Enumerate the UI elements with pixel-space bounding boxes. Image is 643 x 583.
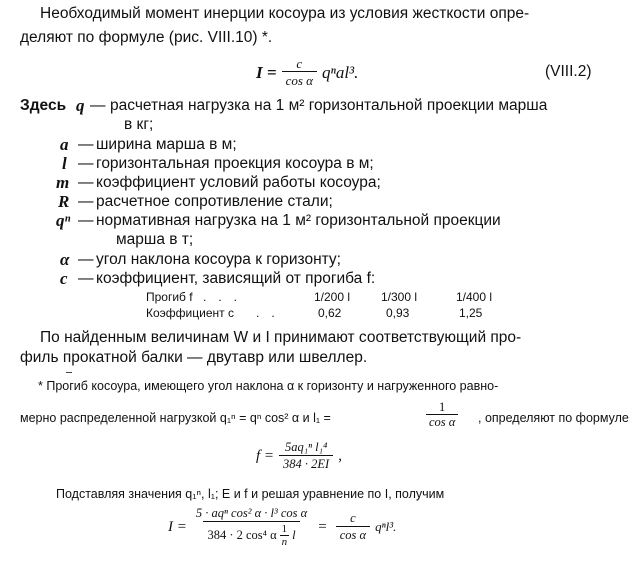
deflection-formula-denominator: 384 · 2EI [279, 455, 333, 472]
inertia-formula-tail: qⁿl³. [375, 519, 397, 534]
inertia-formula [168, 506, 396, 548]
deflection-formula-tail: , [338, 448, 342, 464]
definition-row [20, 154, 640, 173]
main-formula-lhs: I = [256, 62, 277, 82]
definition-text-cont: в кг; [124, 116, 154, 133]
definition-continuation [20, 115, 640, 135]
definition-symbol: l [62, 154, 67, 173]
inertia-formula-denominator [203, 521, 299, 548]
equation-number: (VIII.2) [545, 63, 592, 80]
definition-row [20, 192, 640, 211]
definition-dash: — [78, 270, 94, 287]
main-formula-fraction [282, 56, 317, 88]
definition-text: коэффициент, зависящий от прогиба f: [96, 270, 376, 287]
definition-dash: — [78, 136, 94, 153]
paragraph-2-line-1: По найденным величинам W и I принимают соответствующий про- [40, 329, 522, 346]
subfraction-numerator: 1 [281, 523, 288, 535]
definition-symbol: a [60, 135, 69, 154]
footnote-inline-fraction [426, 400, 458, 429]
definition-symbol: m [56, 173, 70, 192]
definition-row [20, 269, 640, 288]
deflection-formula [256, 440, 342, 472]
inline-fraction-denominator: cos α [426, 414, 458, 429]
deflection-formula-fraction [279, 440, 333, 472]
definitions-here-label: Здесь [20, 97, 67, 114]
subfraction-denominator: n [281, 536, 288, 548]
inertia-rhs-denominator: cos α [336, 526, 370, 543]
table-cell: 1,25 [459, 306, 483, 320]
definition-dash: — [78, 251, 94, 268]
definition-text: коэффициент условий работы косоура; [96, 174, 381, 191]
table-row-label: Прогиб f [146, 290, 193, 304]
definition-symbol: q [76, 96, 85, 115]
definition-continuation [20, 230, 640, 250]
deflection-formula-lhs: f = [256, 448, 275, 464]
footnote-divider [66, 372, 72, 373]
intro-line-1: Необходимый момент инерции косоура из условия жесткости опре- [40, 5, 530, 22]
table-row-label: Коэффициент c [146, 306, 234, 320]
definition-dash: — [78, 193, 94, 210]
inline-fraction-numerator: 1 [439, 400, 446, 414]
definition-symbol: c [60, 269, 68, 288]
definition-text: угол наклона косоура к горизонту; [96, 251, 341, 268]
definition-row [20, 250, 640, 269]
definition-dash: — [78, 212, 94, 229]
main-formula [256, 50, 358, 94]
definition-symbol: qⁿ [56, 211, 71, 230]
definition-dash: — [78, 174, 94, 191]
inertia-formula-numerator: 5 · aqⁿ cos² α · l³ cos α [195, 506, 308, 520]
table-row [146, 305, 546, 321]
deflection-table [146, 289, 546, 321]
footnote-line-3: Подставляя значения q₁ⁿ, l₁; E и f и решая уравнение по I, получим [56, 487, 445, 501]
inertia-formula-rhs-fraction [336, 511, 370, 543]
inertia-rhs-numerator: c [350, 511, 356, 525]
main-formula-numerator: c [296, 56, 303, 71]
inertia-formula-fraction [192, 506, 311, 548]
definition-text: ширина марша в м; [96, 136, 237, 153]
definition-symbol: α [60, 250, 70, 269]
table-row-dots: ... [203, 290, 250, 304]
footnote-line-1: * Прогиб косоура, имеющего угол наклона α к горизонту и нагруженного равно- [38, 379, 499, 393]
footnote-line-2: мерно распределенной нагрузкой q₁ⁿ = qⁿ cos² α и l₁ = [20, 411, 331, 425]
inertia-denominator-part-a: 384 · 2 cos⁴ α [207, 528, 277, 542]
definition-row [20, 211, 640, 230]
footnote-line-2-tail: , определяют по формуле [478, 411, 629, 425]
definition-row [20, 135, 640, 154]
table-cell: 0,62 [318, 306, 342, 320]
deflection-formula-numerator: 5aq₁ⁿ l₁⁴ [284, 440, 328, 454]
inertia-formula-lhs: I = [168, 519, 187, 535]
definition-symbol: R [58, 192, 70, 211]
definition-text: расчетное сопротивление стали; [96, 193, 333, 210]
definition-text: расчетная нагрузка на 1 м² горизонтальной проекции марша [110, 97, 548, 114]
definition-dash: — [90, 97, 106, 114]
intro-line-2: деляют по формуле (рис. VIII.10) *. [20, 29, 273, 46]
main-formula-rhs: qⁿal³. [321, 62, 359, 82]
definition-text: нормативная нагрузка на 1 м² горизонтальной проекции [96, 212, 501, 229]
main-formula-denominator: cos α [282, 71, 317, 88]
definitions-list [20, 96, 640, 288]
paragraph-2-line-2: филь прокатной балки — двутавр или швеллер. [20, 349, 368, 366]
table-cell: 1/200 l [314, 290, 351, 304]
definition-text-cont: марша в т; [116, 231, 194, 248]
table-row-dots: .. [256, 306, 287, 320]
table-cell: 1/400 l [456, 290, 493, 304]
inertia-formula-equals: = [318, 519, 327, 535]
table-cell: 1/300 l [381, 290, 418, 304]
inertia-denominator-subfraction [280, 523, 290, 548]
definition-row [20, 96, 640, 115]
table-row [146, 289, 546, 305]
definition-row [20, 173, 640, 192]
table-cell: 0,93 [386, 306, 410, 320]
inertia-denominator-part-b: l [292, 528, 296, 542]
definition-dash: — [78, 155, 94, 172]
definition-text: горизонтальная проекция косоура в м; [96, 155, 374, 172]
